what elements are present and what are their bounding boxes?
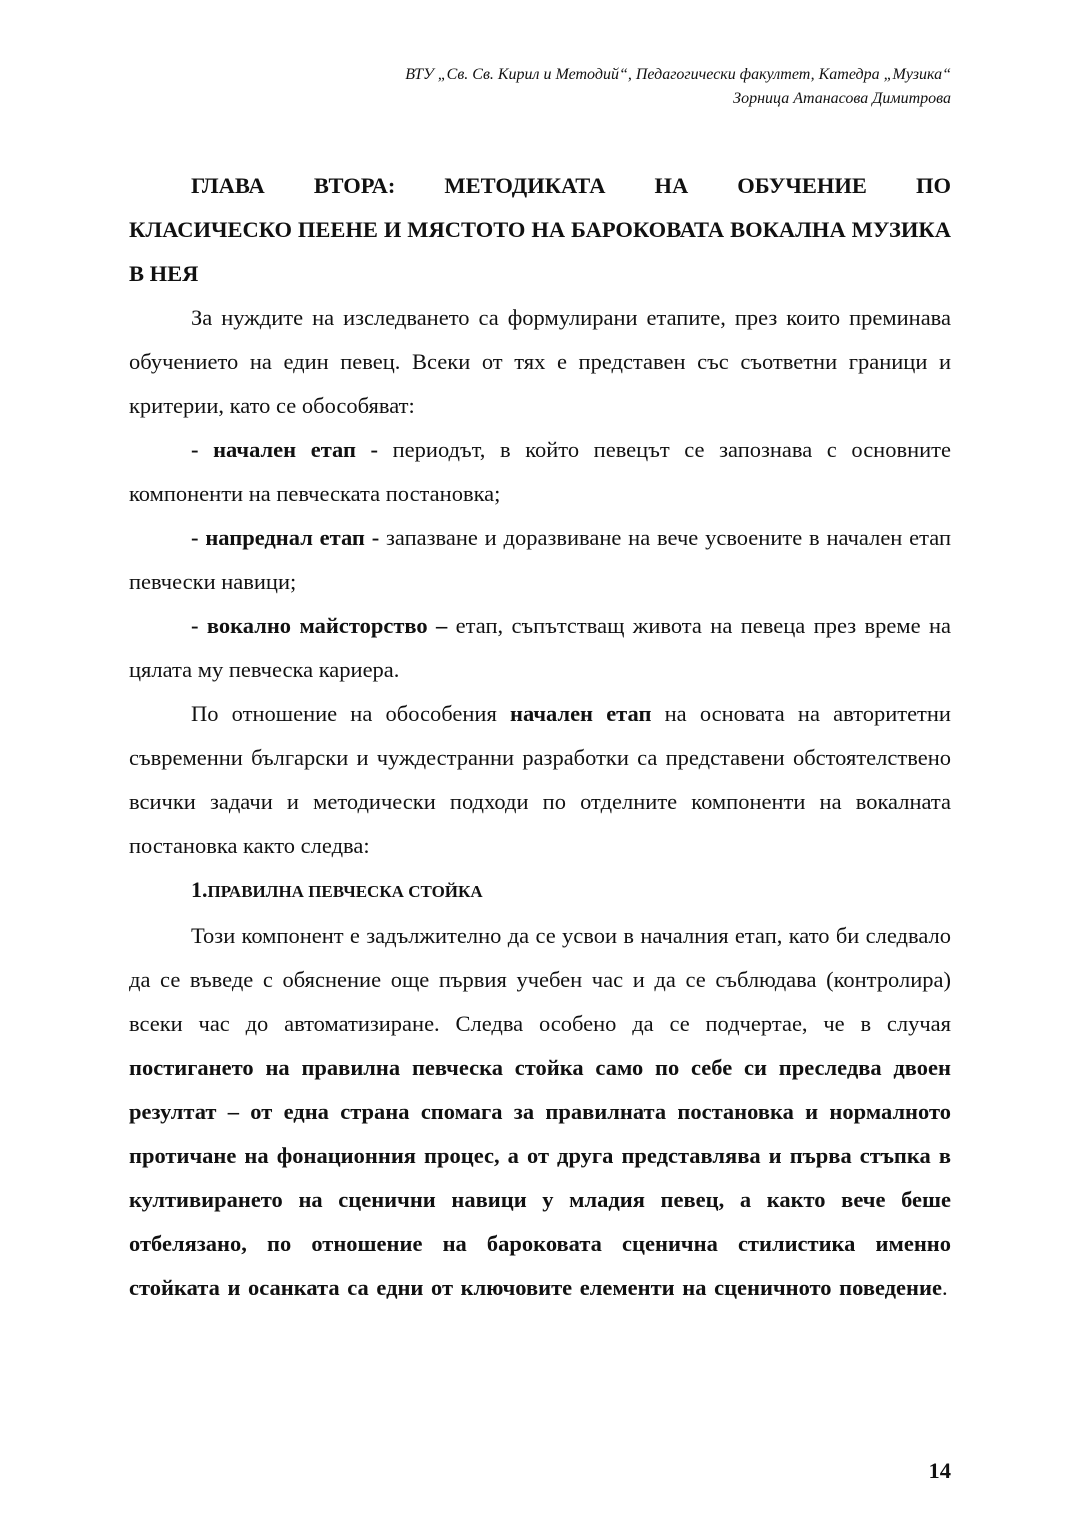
stage-term: - начален етап - bbox=[191, 437, 379, 462]
stage-term: - напреднал етап - bbox=[191, 525, 380, 550]
stage-item bbox=[129, 428, 951, 516]
stage-item bbox=[129, 516, 951, 604]
chapter-title-line1: ГЛАВА ВТОРА: МЕТОДИКАТА НА ОБУЧЕНИЕ ПО bbox=[191, 173, 951, 198]
page-number: 14 bbox=[928, 1458, 951, 1483]
section-number: 1. bbox=[191, 877, 208, 902]
chapter-title bbox=[129, 164, 951, 296]
section-title: ПРАВИЛНА ПЕВЧЕСКА СТОЙКА bbox=[207, 882, 483, 901]
stage-term: - вокално майсторство – bbox=[191, 613, 448, 638]
stage-paragraph-text-end: на основата на авторитетни съвременни български и чуждестранни разработки са представени обстоятелствено всички задачи и методически подходи по отделните компоненти на вокалната постановка както следва: bbox=[129, 701, 951, 858]
stance-paragraph-text: Този компонент е задължително да се усвои в началния етап, като би следвало да се въведе с обяснение още първия учебен час и да се съблюдава (контролира) всеки час до автоматизиране. Следва особено да се подчертае, че в случая bbox=[129, 923, 951, 1036]
page-body bbox=[129, 164, 951, 1310]
header-institution: ВТУ „Св. Св. Кирил и Методий“, Педагогически факултет, Катедра „Музика“ bbox=[405, 66, 951, 83]
stage-text: периодът, в който певецът се запознава с основните компоненти на певческата постановка; bbox=[129, 437, 951, 506]
section-heading bbox=[129, 868, 951, 914]
stage-paragraph-text: По отношение на обособения bbox=[191, 701, 510, 726]
stage-paragraph bbox=[129, 692, 951, 868]
header-author: Зорница Атанасова Димитрова bbox=[733, 90, 951, 107]
stance-paragraph bbox=[129, 914, 951, 1310]
intro-paragraph: За нуждите на изследването са формулирани етапите, през които преминава обучението на един певец. Всеки от тях е представен със съответни граници и критерии, като се обособяват: bbox=[129, 305, 951, 418]
stance-paragraph-end: . bbox=[941, 1275, 948, 1300]
stage-text: етап, съпътстващ живота на певеца през време на цялата му певческа кариера. bbox=[129, 613, 952, 682]
chapter-title-rest: КЛАСИЧЕСКО ПЕЕНЕ И МЯСТОТО НА БАРОКОВАТА ВОКАЛНА МУЗИКА В НЕЯ bbox=[129, 217, 951, 286]
stage-text: запазване и доразвиване на вече усвоените в начален етап певчески навици; bbox=[129, 525, 951, 594]
stage-paragraph-emphasis: начален етап bbox=[510, 701, 652, 726]
stance-paragraph-emphasis: постигането на правилна певческа стойка само по себе си преследва двоен резултат – от една страна спомага за правилната постановка и нормалното протичане на фонационния процес, а от друга представлява и първа стъпка в култивирането на сценични навици у младия певец, а както вече беше отбелязано, по отношение на бароковата сценична стилистика именно стойката и осанката са едни от ключовите елементи на сценичното поведение bbox=[129, 1055, 951, 1300]
stage-item bbox=[129, 604, 951, 692]
running-header bbox=[405, 63, 951, 111]
